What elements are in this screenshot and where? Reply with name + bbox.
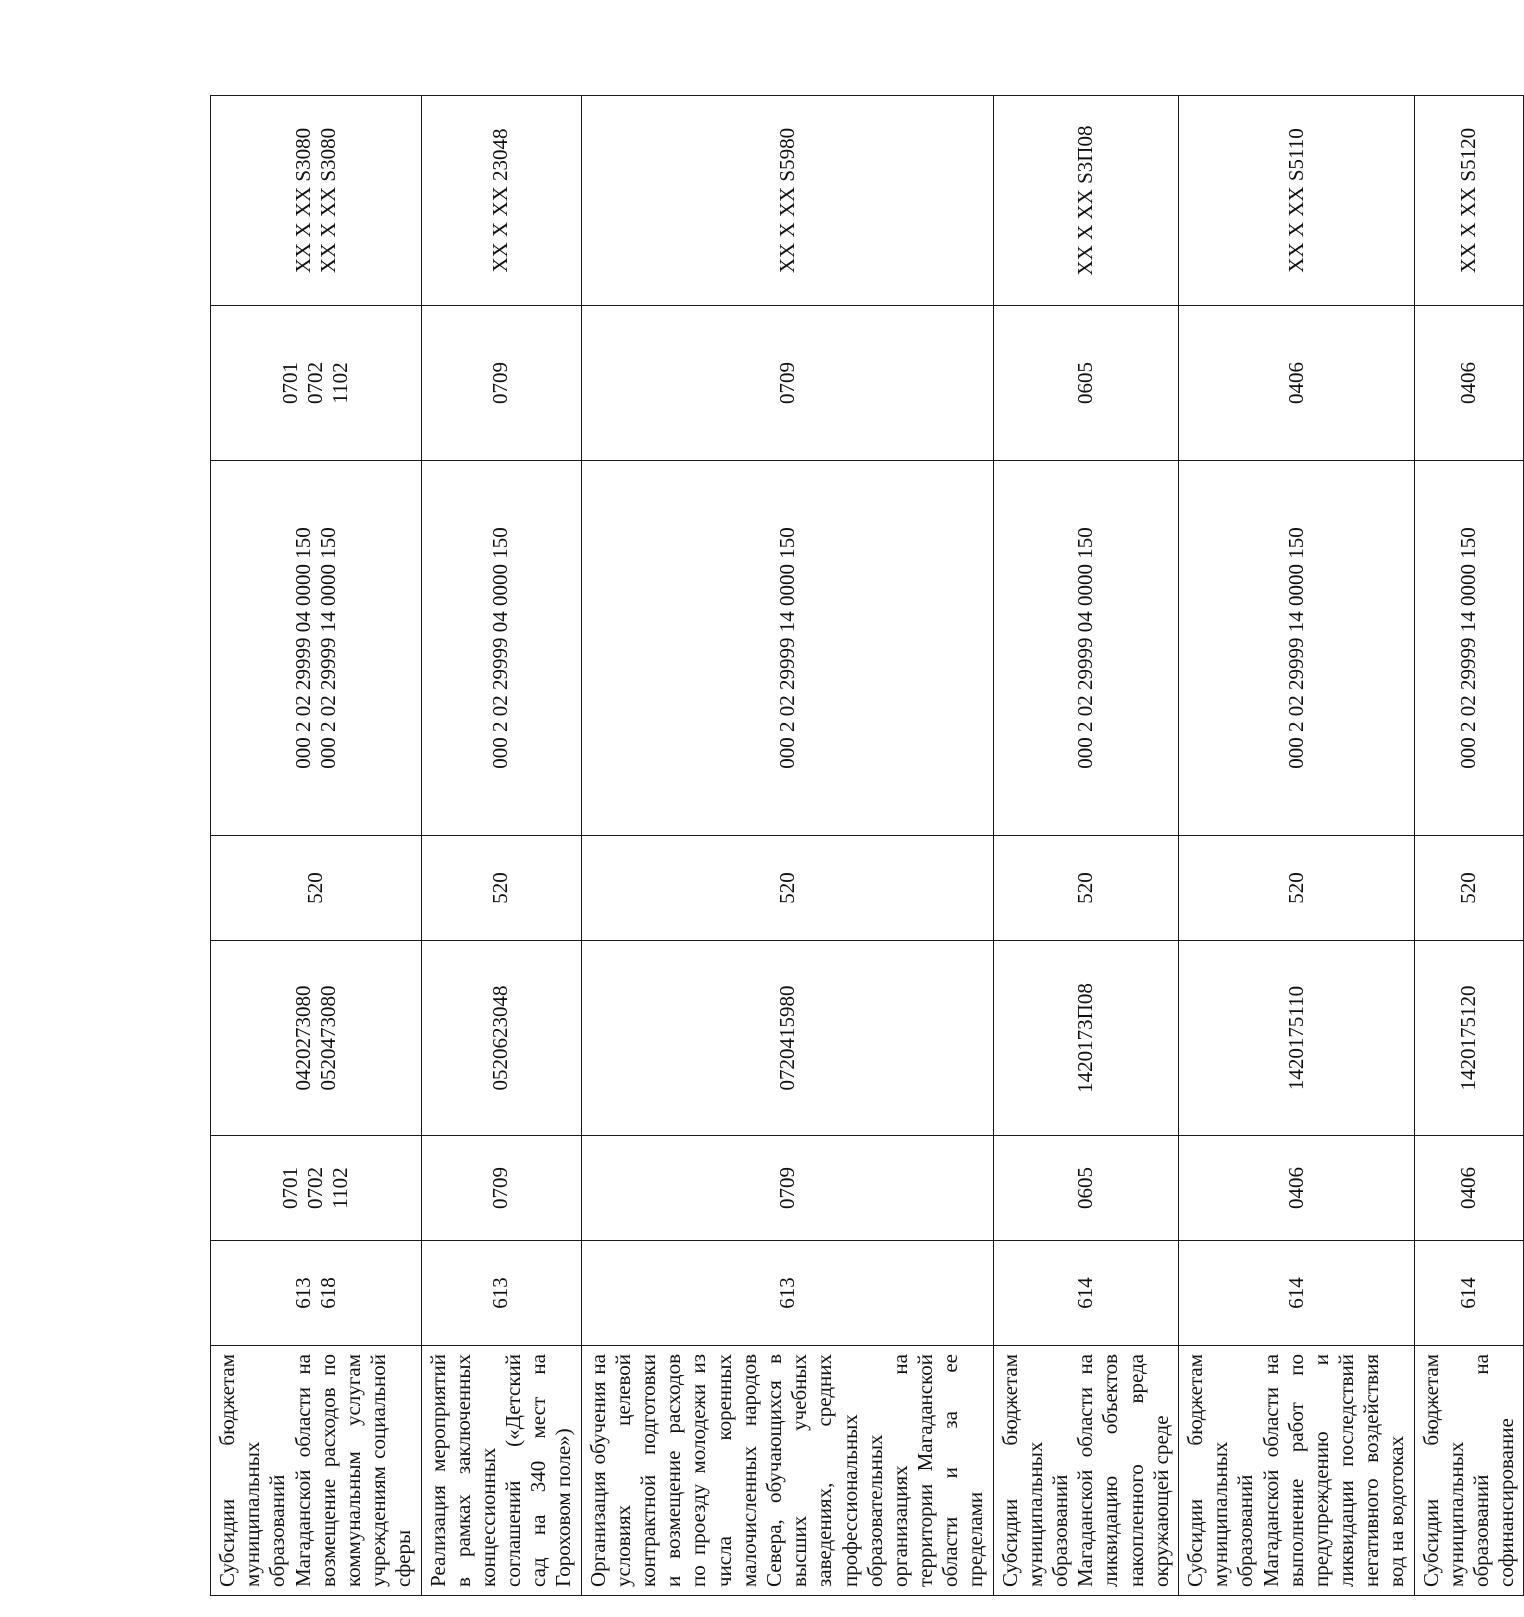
row-target2: XX X XX S5120 — [1414, 96, 1524, 306]
row-income: 000 2 02 29999 04 0000 150 — [421, 461, 581, 836]
row-income: 000 2 02 29999 14 0000 150 — [1414, 461, 1524, 836]
row-income: 000 2 02 29999 14 0000 150 — [581, 461, 993, 836]
row-target2: XX X XX S3080 XX X XX S3080 — [211, 96, 422, 306]
row-type: 520 — [421, 836, 581, 941]
row-code: 613 — [421, 1241, 581, 1346]
row-target2: XX X XX S3П08 — [993, 96, 1178, 306]
row-target: 0520623048 — [421, 941, 581, 1136]
row-type: 520 — [993, 836, 1178, 941]
row-code: 613 — [581, 1241, 993, 1346]
row-income: 000 2 02 29999 04 0000 150 000 2 02 29999 14 0000 150 — [211, 461, 422, 836]
row-section2: 0709 — [421, 306, 581, 461]
row-type: 520 — [581, 836, 993, 941]
row-section2: 0701 0702 1102 — [211, 306, 422, 461]
row-section: 0406 — [1414, 1136, 1524, 1241]
row-target: 142017ЗП08 — [993, 941, 1178, 1136]
row-section: 0709 — [421, 1136, 581, 1241]
row-type: 520 — [1178, 836, 1414, 941]
row-code: 614 — [1414, 1241, 1524, 1346]
row-target2: XX X XX 23048 — [421, 96, 581, 306]
budget-codes-table — [210, 95, 1524, 1596]
row-description: Субсидии бюджетам муниципальных образований Магаданской области на ликвидацию объектов накопленного вреда окружающей среде — [993, 1346, 1178, 1596]
row-description: Организация обучения на условиях целевой контрактной подготовки и возмещение расходов по проезду молодежи из числа коренных малочисленных народов Севера, обучающихся в высших учебных заведениях, средних профессиональных образовательных организациях на территории Магаданской области и за ее пределами — [581, 1346, 993, 1596]
table-row — [993, 96, 1178, 1596]
table-row — [421, 96, 581, 1596]
row-code: 613 618 — [211, 1241, 422, 1346]
row-section: 0709 — [581, 1136, 993, 1241]
row-target: 0420273080 0520473080 — [211, 941, 422, 1136]
row-description: Субсидии бюджетам муниципальных образований Магаданской области на выполнение работ по предупреждению и ликвидации последствий негативного воздействия вод на водотоках — [1178, 1346, 1414, 1596]
row-section: 0406 — [1178, 1136, 1414, 1241]
row-section2: 0406 — [1178, 306, 1414, 461]
row-target2: XX X XX S5110 — [1178, 96, 1414, 306]
row-target2: XX X XX S5980 — [581, 96, 993, 306]
row-section2: 0406 — [1414, 306, 1524, 461]
table-row — [1414, 96, 1524, 1596]
table-row — [581, 96, 993, 1596]
row-code: 614 — [1178, 1241, 1414, 1346]
row-description: Субсидии бюджетам муниципальных образований на софинансирование — [1414, 1346, 1524, 1596]
row-section: 0701 0702 1102 — [211, 1136, 422, 1241]
table-row — [1178, 96, 1414, 1596]
row-income: 000 2 02 29999 04 0000 150 — [993, 461, 1178, 836]
row-description: Реализация мероприятий в рамках заключенных концессионных соглашений («Детский сад на 340 мест на Гороховом поле») — [421, 1346, 581, 1596]
row-target: 0720415980 — [581, 941, 993, 1136]
row-code: 614 — [993, 1241, 1178, 1346]
table-row — [211, 96, 422, 1596]
row-description: Субсидии бюджетам муниципальных образований Магаданской области на возмещение расходов по коммунальным услугам учреждениям социальной сферы — [211, 1346, 422, 1596]
row-type: 520 — [211, 836, 422, 941]
row-target: 1420175120 — [1414, 941, 1524, 1136]
row-section2: 0709 — [581, 306, 993, 461]
row-type: 520 — [1414, 836, 1524, 941]
row-section2: 0605 — [993, 306, 1178, 461]
rotated-page — [210, 96, 1519, 1596]
row-section: 0605 — [993, 1136, 1178, 1241]
row-income: 000 2 02 29999 14 0000 150 — [1178, 461, 1414, 836]
row-target: 1420175110 — [1178, 941, 1414, 1136]
